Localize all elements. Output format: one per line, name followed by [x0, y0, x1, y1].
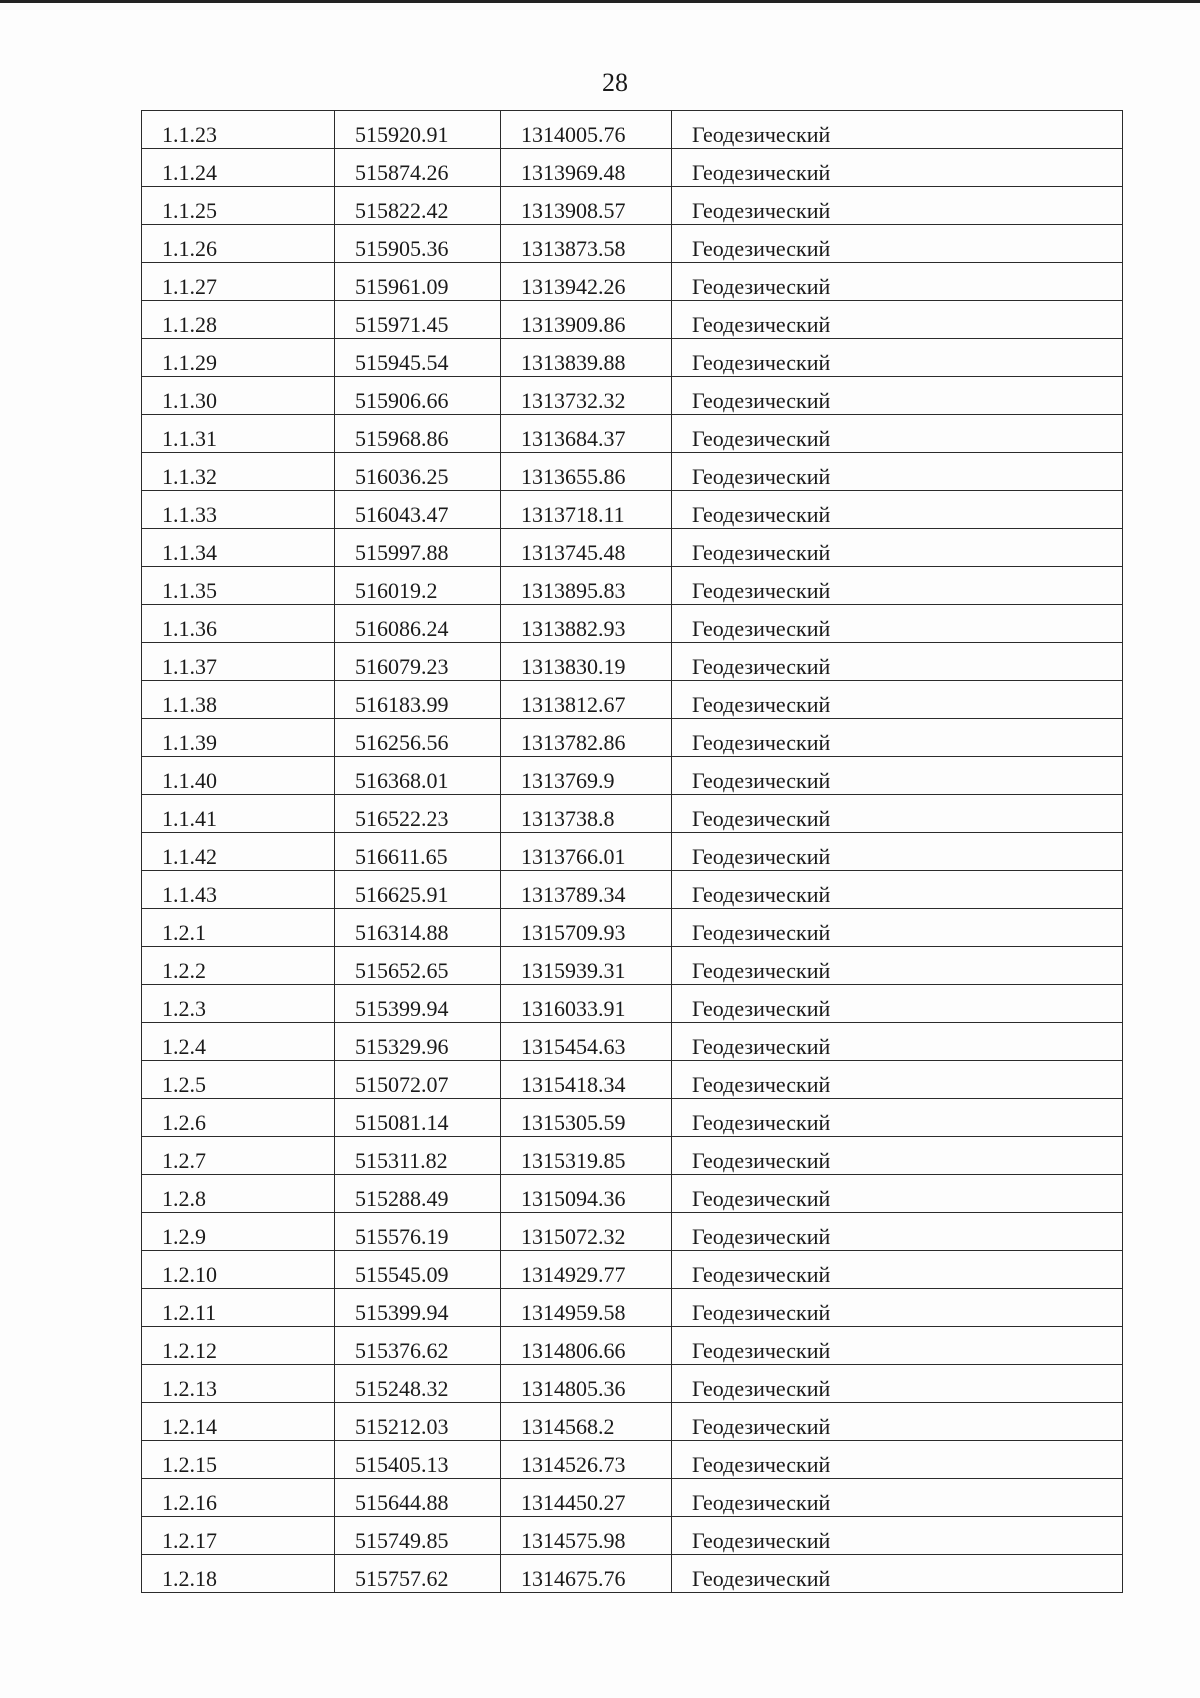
point-number-cell: 1.1.34 [142, 529, 335, 567]
point-type-cell: Геодезический [672, 1213, 1123, 1251]
table-row [142, 149, 1123, 187]
x-coordinate-cell: 515961.09 [335, 263, 501, 301]
x-coordinate-cell: 515749.85 [335, 1517, 501, 1555]
point-type-cell: Геодезический [672, 1137, 1123, 1175]
y-coordinate-cell: 1314805.36 [501, 1365, 672, 1403]
x-coordinate-cell: 516043.47 [335, 491, 501, 529]
x-coordinate-cell: 515248.32 [335, 1365, 501, 1403]
point-type-cell: Геодезический [672, 377, 1123, 415]
table-row [142, 1213, 1123, 1251]
x-coordinate-cell: 515081.14 [335, 1099, 501, 1137]
x-coordinate-cell: 515329.96 [335, 1023, 501, 1061]
x-coordinate-cell: 515997.88 [335, 529, 501, 567]
y-coordinate-cell: 1315418.34 [501, 1061, 672, 1099]
y-coordinate-cell: 1313908.57 [501, 187, 672, 225]
x-coordinate-cell: 516036.25 [335, 453, 501, 491]
y-coordinate-cell: 1313782.86 [501, 719, 672, 757]
x-coordinate-cell: 515288.49 [335, 1175, 501, 1213]
point-type-cell: Геодезический [672, 1099, 1123, 1137]
table-row [142, 187, 1123, 225]
point-number-cell: 1.2.12 [142, 1327, 335, 1365]
point-number-cell: 1.2.13 [142, 1365, 335, 1403]
table-row [142, 643, 1123, 681]
x-coordinate-cell: 515874.26 [335, 149, 501, 187]
x-coordinate-cell: 516019.2 [335, 567, 501, 605]
scan-edge-line [0, 0, 1200, 3]
point-number-cell: 1.1.41 [142, 795, 335, 833]
x-coordinate-cell: 515905.36 [335, 225, 501, 263]
x-coordinate-cell: 515405.13 [335, 1441, 501, 1479]
point-type-cell: Геодезический [672, 1251, 1123, 1289]
point-type-cell: Геодезический [672, 1479, 1123, 1517]
y-coordinate-cell: 1316033.91 [501, 985, 672, 1023]
point-type-cell: Геодезический [672, 1555, 1123, 1593]
x-coordinate-cell: 516183.99 [335, 681, 501, 719]
point-type-cell: Геодезический [672, 681, 1123, 719]
table-row [142, 529, 1123, 567]
x-coordinate-cell: 516314.88 [335, 909, 501, 947]
point-type-cell: Геодезический [672, 567, 1123, 605]
table-row [142, 871, 1123, 909]
table-row [142, 415, 1123, 453]
point-number-cell: 1.2.15 [142, 1441, 335, 1479]
x-coordinate-cell: 515399.94 [335, 1289, 501, 1327]
point-number-cell: 1.1.38 [142, 681, 335, 719]
point-type-cell: Геодезический [672, 1327, 1123, 1365]
x-coordinate-cell: 515971.45 [335, 301, 501, 339]
y-coordinate-cell: 1314005.76 [501, 111, 672, 149]
table-row [142, 1023, 1123, 1061]
point-type-cell: Геодезический [672, 529, 1123, 567]
x-coordinate-cell: 516625.91 [335, 871, 501, 909]
point-number-cell: 1.1.25 [142, 187, 335, 225]
point-number-cell: 1.2.3 [142, 985, 335, 1023]
y-coordinate-cell: 1313942.26 [501, 263, 672, 301]
x-coordinate-cell: 515545.09 [335, 1251, 501, 1289]
x-coordinate-cell: 515212.03 [335, 1403, 501, 1441]
y-coordinate-cell: 1313830.19 [501, 643, 672, 681]
y-coordinate-cell: 1314450.27 [501, 1479, 672, 1517]
x-coordinate-cell: 515576.19 [335, 1213, 501, 1251]
point-number-cell: 1.1.37 [142, 643, 335, 681]
point-type-cell: Геодезический [672, 263, 1123, 301]
y-coordinate-cell: 1313745.48 [501, 529, 672, 567]
table-row [142, 1289, 1123, 1327]
point-type-cell: Геодезический [672, 491, 1123, 529]
point-type-cell: Геодезический [672, 947, 1123, 985]
point-number-cell: 1.1.33 [142, 491, 335, 529]
table-row [142, 491, 1123, 529]
point-number-cell: 1.1.29 [142, 339, 335, 377]
point-number-cell: 1.1.43 [142, 871, 335, 909]
y-coordinate-cell: 1313769.9 [501, 757, 672, 795]
table-row [142, 1251, 1123, 1289]
table-row [142, 263, 1123, 301]
point-type-cell: Геодезический [672, 1403, 1123, 1441]
point-number-cell: 1.1.35 [142, 567, 335, 605]
point-type-cell: Геодезический [672, 453, 1123, 491]
y-coordinate-cell: 1315709.93 [501, 909, 672, 947]
y-coordinate-cell: 1314929.77 [501, 1251, 672, 1289]
point-type-cell: Геодезический [672, 1289, 1123, 1327]
table-row [142, 301, 1123, 339]
table-row [142, 225, 1123, 263]
table-row [142, 1517, 1123, 1555]
table-row [142, 1555, 1123, 1593]
y-coordinate-cell: 1315939.31 [501, 947, 672, 985]
point-type-cell: Геодезический [672, 225, 1123, 263]
y-coordinate-cell: 1313655.86 [501, 453, 672, 491]
point-type-cell: Геодезический [672, 1023, 1123, 1061]
point-type-cell: Геодезический [672, 909, 1123, 947]
point-number-cell: 1.1.24 [142, 149, 335, 187]
table-row [142, 453, 1123, 491]
y-coordinate-cell: 1313789.34 [501, 871, 672, 909]
point-type-cell: Геодезический [672, 985, 1123, 1023]
y-coordinate-cell: 1313839.88 [501, 339, 672, 377]
point-type-cell: Геодезический [672, 1175, 1123, 1213]
x-coordinate-cell: 515644.88 [335, 1479, 501, 1517]
point-number-cell: 1.2.7 [142, 1137, 335, 1175]
table-row [142, 909, 1123, 947]
table-row [142, 605, 1123, 643]
point-number-cell: 1.1.27 [142, 263, 335, 301]
x-coordinate-cell: 515945.54 [335, 339, 501, 377]
point-type-cell: Геодезический [672, 833, 1123, 871]
point-number-cell: 1.1.40 [142, 757, 335, 795]
point-number-cell: 1.2.14 [142, 1403, 335, 1441]
point-number-cell: 1.2.2 [142, 947, 335, 985]
table-row [142, 947, 1123, 985]
point-type-cell: Геодезический [672, 1061, 1123, 1099]
table-row [142, 377, 1123, 415]
table-row [142, 1137, 1123, 1175]
x-coordinate-cell: 516368.01 [335, 757, 501, 795]
table-row [142, 111, 1123, 149]
point-number-cell: 1.2.9 [142, 1213, 335, 1251]
table-row [142, 985, 1123, 1023]
y-coordinate-cell: 1315072.32 [501, 1213, 672, 1251]
point-number-cell: 1.2.10 [142, 1251, 335, 1289]
page-number: 28 [602, 68, 628, 97]
table-row [142, 833, 1123, 871]
point-number-cell: 1.1.30 [142, 377, 335, 415]
x-coordinate-cell: 515652.65 [335, 947, 501, 985]
x-coordinate-cell: 515376.62 [335, 1327, 501, 1365]
x-coordinate-cell: 516256.56 [335, 719, 501, 757]
x-coordinate-cell: 516522.23 [335, 795, 501, 833]
table-row [142, 719, 1123, 757]
point-type-cell: Геодезический [672, 719, 1123, 757]
point-type-cell: Геодезический [672, 111, 1123, 149]
y-coordinate-cell: 1313684.37 [501, 415, 672, 453]
table-row [142, 757, 1123, 795]
y-coordinate-cell: 1313732.32 [501, 377, 672, 415]
table-row [142, 1441, 1123, 1479]
x-coordinate-cell: 516611.65 [335, 833, 501, 871]
y-coordinate-cell: 1313766.01 [501, 833, 672, 871]
point-type-cell: Геодезический [672, 301, 1123, 339]
point-type-cell: Геодезический [672, 795, 1123, 833]
y-coordinate-cell: 1314806.66 [501, 1327, 672, 1365]
point-type-cell: Геодезический [672, 1441, 1123, 1479]
y-coordinate-cell: 1315454.63 [501, 1023, 672, 1061]
table-row [142, 339, 1123, 377]
point-number-cell: 1.1.28 [142, 301, 335, 339]
point-number-cell: 1.2.17 [142, 1517, 335, 1555]
point-number-cell: 1.2.5 [142, 1061, 335, 1099]
point-number-cell: 1.2.1 [142, 909, 335, 947]
y-coordinate-cell: 1315319.85 [501, 1137, 672, 1175]
point-type-cell: Геодезический [672, 149, 1123, 187]
point-number-cell: 1.2.8 [142, 1175, 335, 1213]
x-coordinate-cell: 515399.94 [335, 985, 501, 1023]
y-coordinate-cell: 1313969.48 [501, 149, 672, 187]
x-coordinate-cell: 515906.66 [335, 377, 501, 415]
y-coordinate-cell: 1314575.98 [501, 1517, 672, 1555]
point-type-cell: Геодезический [672, 415, 1123, 453]
x-coordinate-cell: 515822.42 [335, 187, 501, 225]
x-coordinate-cell: 516079.23 [335, 643, 501, 681]
y-coordinate-cell: 1313738.8 [501, 795, 672, 833]
point-number-cell: 1.1.32 [142, 453, 335, 491]
y-coordinate-cell: 1313812.67 [501, 681, 672, 719]
table-row [142, 1365, 1123, 1403]
y-coordinate-cell: 1313873.58 [501, 225, 672, 263]
table-row [142, 567, 1123, 605]
table-row [142, 1327, 1123, 1365]
x-coordinate-cell: 515757.62 [335, 1555, 501, 1593]
point-number-cell: 1.2.18 [142, 1555, 335, 1593]
point-type-cell: Геодезический [672, 757, 1123, 795]
x-coordinate-cell: 515920.91 [335, 111, 501, 149]
point-number-cell: 1.2.11 [142, 1289, 335, 1327]
point-number-cell: 1.2.16 [142, 1479, 335, 1517]
y-coordinate-cell: 1314959.58 [501, 1289, 672, 1327]
point-number-cell: 1.1.39 [142, 719, 335, 757]
point-number-cell: 1.1.36 [142, 605, 335, 643]
point-number-cell: 1.2.4 [142, 1023, 335, 1061]
point-type-cell: Геодезический [672, 871, 1123, 909]
table-row [142, 1403, 1123, 1441]
x-coordinate-cell: 515311.82 [335, 1137, 501, 1175]
table-row [142, 1099, 1123, 1137]
y-coordinate-cell: 1314568.2 [501, 1403, 672, 1441]
y-coordinate-cell: 1315094.36 [501, 1175, 672, 1213]
table-row [142, 1479, 1123, 1517]
x-coordinate-cell: 515968.86 [335, 415, 501, 453]
coordinates-table [141, 110, 1123, 1593]
coordinates-table-body [142, 111, 1123, 1593]
point-type-cell: Геодезический [672, 643, 1123, 681]
point-number-cell: 1.1.31 [142, 415, 335, 453]
y-coordinate-cell: 1314675.76 [501, 1555, 672, 1593]
y-coordinate-cell: 1314526.73 [501, 1441, 672, 1479]
y-coordinate-cell: 1315305.59 [501, 1099, 672, 1137]
y-coordinate-cell: 1313882.93 [501, 605, 672, 643]
point-type-cell: Геодезический [672, 1517, 1123, 1555]
y-coordinate-cell: 1313895.83 [501, 567, 672, 605]
point-type-cell: Геодезический [672, 1365, 1123, 1403]
table-row [142, 795, 1123, 833]
point-number-cell: 1.1.23 [142, 111, 335, 149]
point-number-cell: 1.2.6 [142, 1099, 335, 1137]
y-coordinate-cell: 1313718.11 [501, 491, 672, 529]
table-row [142, 1175, 1123, 1213]
point-number-cell: 1.1.42 [142, 833, 335, 871]
y-coordinate-cell: 1313909.86 [501, 301, 672, 339]
point-type-cell: Геодезический [672, 339, 1123, 377]
point-type-cell: Геодезический [672, 187, 1123, 225]
table-row [142, 681, 1123, 719]
x-coordinate-cell: 515072.07 [335, 1061, 501, 1099]
table-row [142, 1061, 1123, 1099]
point-number-cell: 1.1.26 [142, 225, 335, 263]
x-coordinate-cell: 516086.24 [335, 605, 501, 643]
point-type-cell: Геодезический [672, 605, 1123, 643]
